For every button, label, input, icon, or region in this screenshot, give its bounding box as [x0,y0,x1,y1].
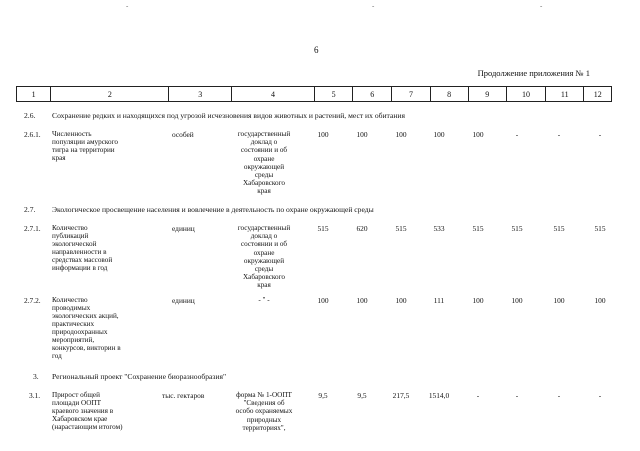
value-cell: - [515,391,519,400]
value-cell: 100 [433,130,445,139]
column-header: 4 [232,87,315,102]
unit: тыс. гектаров [162,391,205,400]
data-source: государственный доклад о состоянии и об охране окружающей среды Хабаровского края [237,130,291,196]
value-cell: 100 [553,296,565,305]
row-number: 2.7.1. [24,224,41,233]
column-header: 1 [17,87,51,102]
value-cell: 100 [395,296,407,305]
row-number: 2.7.2. [24,296,41,305]
value-cell: - [476,391,480,400]
data-source: - " - [258,296,270,304]
value-cell: 100 [356,130,368,139]
unit: особей [172,130,194,139]
column-header: 7 [392,87,430,102]
column-header: 12 [584,87,612,102]
indicator-name: Количество публикаций экологической направленности в средствах массовой информации в год [52,224,113,272]
indicator-name: Прирост общей площади ООПТ краевого значения в Хабаровском крае (нарастающим итогом) [52,391,123,431]
column-header: 6 [353,87,392,102]
value-cell: 533 [433,224,445,233]
section-number: 2.7. [24,205,36,214]
data-source: государственный доклад о состоянии и об охране окружающей среды Хабаровского края [237,224,291,290]
value-cell: 9,5 [318,391,328,400]
value-cell: 100 [511,296,523,305]
value-cell: - [557,130,561,139]
appendix-continuation: Продолжение приложения № 1 [477,68,590,78]
value-cell: 515 [395,224,407,233]
section-title: Экологическое просвещение населения и вовлечение в деятельность по охране окружающей среды [52,205,374,214]
section-number: 3. [33,372,39,381]
value-cell: 9,5 [357,391,367,400]
indicator-name: Количество проводимых экологических акций, практических природоохранных мероприятий, конкурсов, викторин в год [52,296,121,360]
top-mark: - [540,2,543,10]
section-title: Региональный проект "Сохранение биоразнообразия" [52,372,227,381]
top-mark: - [126,2,129,10]
column-header-table [16,86,612,102]
page-number: 6 [314,45,319,55]
value-cell: 217,5 [392,391,410,400]
value-cell: 1514,0 [428,391,450,400]
unit: единиц [172,296,195,305]
value-cell: 515 [472,224,484,233]
value-cell: 100 [594,296,606,305]
column-header: 8 [430,87,468,102]
value-cell: 100 [472,130,484,139]
value-cell: - [598,130,602,139]
value-cell: 515 [317,224,329,233]
value-cell: 100 [472,296,484,305]
row-number: 2.6.1. [24,130,41,139]
column-header: 3 [169,87,232,102]
value-cell: - [598,391,602,400]
column-header: 2 [51,87,169,102]
value-cell: 100 [395,130,407,139]
value-cell: 100 [317,130,329,139]
value-cell: 515 [511,224,523,233]
unit: единиц [172,224,195,233]
top-mark: - [372,2,375,10]
row-number: 3.1. [29,391,41,400]
value-cell: 515 [553,224,565,233]
column-header: 10 [506,87,545,102]
column-header: 11 [546,87,584,102]
value-cell: 100 [317,296,329,305]
column-header: 5 [315,87,353,102]
column-header: 9 [468,87,506,102]
data-source: форма № 1-ООПТ "Сведения об особо охраняемых природных территориях", [235,391,293,432]
indicator-name: Численность популяции амурского тигра на территории края [52,130,118,162]
value-cell: - [557,391,561,400]
section-title: Сохранение редких и находящихся под угрозой исчезновения видов животных и растений, мест их обитания [52,111,405,120]
value-cell: 111 [433,296,445,305]
value-cell: 100 [356,296,368,305]
value-cell: 620 [356,224,368,233]
section-number: 2.6. [24,111,36,120]
value-cell: 515 [594,224,606,233]
value-cell: - [515,130,519,139]
